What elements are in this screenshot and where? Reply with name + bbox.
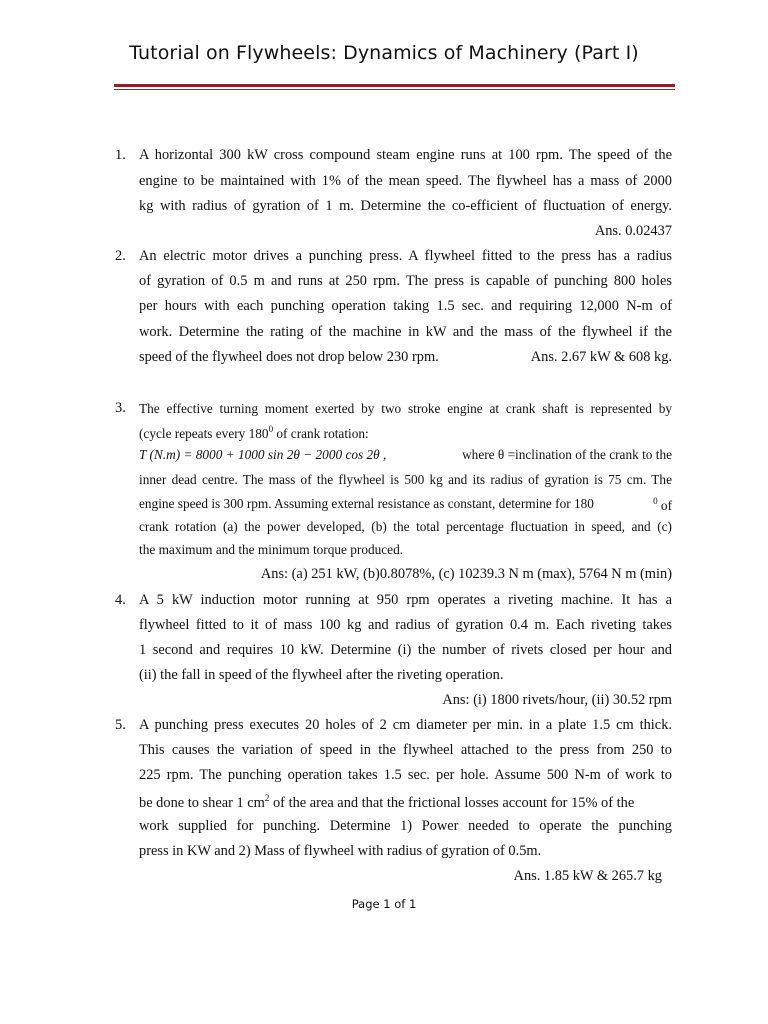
question-text: of crank rotation: (273, 426, 369, 441)
question-line: flywheel fitted to it of mass 100 kg and radius of gyration 0.4 m. Each riveting takes (139, 617, 672, 633)
question-number: 2. (115, 248, 126, 264)
title-rule-thin (114, 89, 675, 90)
question-text: speed of the flywheel does not drop below 230 rpm. (139, 349, 439, 365)
page-number: Page 1 of 1 (351, 897, 417, 911)
question-line: This causes the variation of speed in the flywheel attached to the press from 250 to (139, 742, 672, 758)
question-line (139, 496, 672, 514)
equation-line (139, 447, 672, 463)
question-line: A punching press executes 20 holes of 2 cm diameter per min. in a plate 1.5 cm thick. (139, 717, 672, 733)
question-line: inner dead centre. The mass of the flywheel is 500 kg and its radius of gyration is 75 cm. The (139, 472, 672, 487)
answer: Ans. 2.67 kW & 608 kg. (530, 349, 672, 365)
answer: Ans. 1.85 kW & 265.7 kg (513, 868, 662, 884)
question-text: where θ =inclination of the crank to the (462, 447, 672, 462)
question-line: 1 second and requires 10 kW. Determine (i) the number of rivets closed per hour and (139, 642, 672, 658)
question-line: (ii) the fall in speed of the flywheel after the riveting operation. (139, 667, 504, 683)
question-number: 5. (115, 717, 126, 733)
torque-equation: T (N.m) = 8000 + 1000 sin 2θ − 2000 cos 2θ , (139, 447, 387, 462)
question-number: 4. (115, 592, 126, 608)
question-line: work supplied for punching. Determine 1) Power needed to operate the punching (139, 818, 672, 834)
answer: Ans: (a) 251 kW, (b)0.8078%, (c) 10239.3 N m (max), 5764 N m (min) (260, 566, 672, 582)
question-line: engine to be maintained with 1% of the mean speed. The flywheel has a mass of 2000 (139, 173, 672, 189)
question-line: 225 rpm. The punching operation takes 1.5 sec. per hole. Assume 500 N-m of work to (139, 767, 672, 783)
answer: Ans: (i) 1800 rivets/hour, (ii) 30.52 rpm (442, 692, 672, 708)
question-number: 3. (115, 400, 126, 416)
question-line: kg with radius of gyration of 1 m. Determine the co-efficient of fluctuation of energy. (139, 198, 672, 214)
title-rule-thick (114, 84, 675, 87)
question-line (139, 424, 672, 442)
question-line: work. Determine the rating of the machine in kW and the mass of the flywheel if the (139, 324, 672, 340)
question-line: the maximum and the minimum torque produced. (139, 542, 404, 557)
question-line: press in KW and 2) Mass of flywheel with radius of gyration of 0.5m. (139, 843, 542, 859)
question-line: The effective turning moment exerted by two stroke engine at crank shaft is represented by (139, 401, 672, 416)
superscript: 2 (264, 793, 270, 803)
question-text: of the area and that the frictional losses account for 15% of the (269, 795, 635, 811)
superscript: 0 (653, 496, 658, 506)
question-line: A horizontal 300 kW cross compound steam engine runs at 100 rpm. The speed of the (139, 147, 672, 163)
superscript: 0 (268, 424, 274, 434)
question-line: per hours with each punching operation taking 1.5 sec. and requiring 12,000 N-m of (139, 298, 672, 314)
question-line (139, 793, 672, 812)
question-line: of gyration of 0.5 m and runs at 250 rpm. The press is capable of punching 800 holes (139, 273, 672, 289)
document-title: Tutorial on Flywheels: Dynamics of Machinery (Part I) (129, 42, 639, 64)
question-line (139, 349, 672, 366)
question-text: (cycle repeats every 180 (139, 426, 269, 441)
question-line: An electric motor drives a punching press. A flywheel fitted to the press has a radius (139, 248, 672, 264)
question-text: of (657, 498, 672, 513)
question-text: be done to shear 1 cm (139, 795, 265, 811)
question-number: 1. (115, 147, 126, 163)
question-text: engine speed is 300 rpm. Assuming external resistance as constant, determine for 180 (139, 496, 594, 511)
question-line: crank rotation (a) the power developed, (b) the total percentage fluctuation in speed, and (c) (139, 519, 672, 534)
answer: Ans. 0.02437 (594, 223, 672, 239)
question-line: A 5 kW induction motor running at 950 rpm operates a riveting machine. It has a (139, 592, 672, 608)
